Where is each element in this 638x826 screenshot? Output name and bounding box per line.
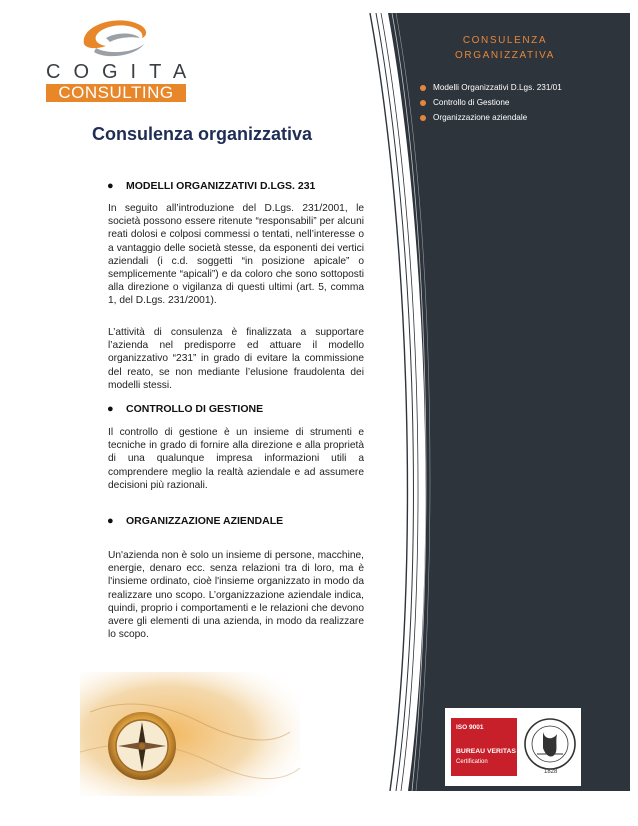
section-heading-organizzazione — [107, 515, 284, 527]
cert-year-label: 1828 — [544, 769, 558, 775]
orange-bullet-icon — [420, 85, 426, 91]
sidebar-item-label: Modelli Organizzativi D.Lgs. 231/01 — [433, 83, 562, 92]
bullet-icon: ● — [107, 403, 114, 415]
section-heading-modelli — [107, 180, 316, 192]
bullet-icon: ● — [107, 515, 114, 527]
sidebar-list — [418, 80, 562, 125]
certification-badge — [445, 708, 581, 786]
paragraph-organizzazione: Un'azienda non è solo un insieme di persone, macchine, energie, denaro ecc. senza relazioni tra di loro, ma è l'insieme ordinato, cioè l'insieme organizzato in modo da realizzare uno scopo. L’organizzazione aziendale indica, quindi, proprio i comportamenti e le relazioni che devono avere gli elementi di una azienda, in modo da realizzare lo scopo. — [108, 550, 364, 641]
sidebar-item-label: Organizzazione aziendale — [433, 113, 528, 122]
section-heading-text: MODELLI ORGANIZZATIVI D.LGS. 231 — [126, 180, 316, 192]
sidebar-title-line2: ORGANIZZATIVA — [455, 50, 555, 61]
side-panel-background — [368, 13, 630, 791]
cert-brand-label: BUREAU VERITAS — [456, 748, 516, 755]
sidebar-item-label: Controllo di Gestione — [433, 98, 510, 107]
bureau-veritas-seal-icon — [523, 714, 577, 776]
page-title: Consulenza organizzativa — [92, 124, 313, 144]
orange-bullet-icon — [420, 115, 426, 121]
paragraph-modelli-1: In seguito all’introduzione del D.Lgs. 231/2001, le società possono essere ritenute “responsabili” per alcuni reati dolosi e colposi commessi o tentati, nell’interesse o a vantaggio delle società stesse, da esponenti dei vertici aziendali (i c.d. soggetti “in posizione apicale” o semplicemente “apicali”) e da coloro che sono sottoposti alla direzione o vigilanza di questi ultimi (art. 5, comma 1, del D.Lgs. 231/2001). — [108, 203, 364, 307]
sidebar-item-controllo — [418, 95, 562, 110]
cert-iso-label: ISO 9001 — [456, 724, 484, 731]
section-heading-text: CONTROLLO DI GESTIONE — [126, 403, 264, 415]
logo-wordmark: COGITA — [46, 61, 200, 83]
company-logo — [46, 14, 200, 102]
logo-swirl-icon — [76, 14, 156, 60]
bullet-icon: ● — [107, 180, 114, 192]
cert-certification-label: Certification — [456, 759, 488, 765]
compass-map-image — [80, 672, 300, 796]
paragraph-controllo: Il controllo di gestione è un insieme di strumenti e tecniche in grado di fornire alla direzione e alla proprietà di una qualunque impresa informazioni utili a comprendere meglio la realtà aziendale e ad assumere decisioni più razionali. — [108, 427, 364, 491]
section-heading-controllo — [107, 403, 264, 415]
orange-bullet-icon — [420, 100, 426, 106]
sidebar-title-line1: CONSULENZA — [462, 35, 548, 46]
sidebar-item-modelli — [418, 80, 562, 95]
sidebar-title — [440, 33, 570, 63]
section-heading-text: ORGANIZZAZIONE AZIENDALE — [126, 515, 284, 527]
paragraph-modelli-2: L’attività di consulenza è finalizzata a supportare l’azienda nel predisporre ed attuare il modello organizzativo “231” in grado di evitare la commissione del reato, se non mediante l’elusione fraudolenta dei modelli stessi. — [108, 327, 364, 391]
logo-consulting-bar: CONSULTING — [46, 84, 186, 102]
sidebar-item-organizzazione — [418, 110, 562, 125]
